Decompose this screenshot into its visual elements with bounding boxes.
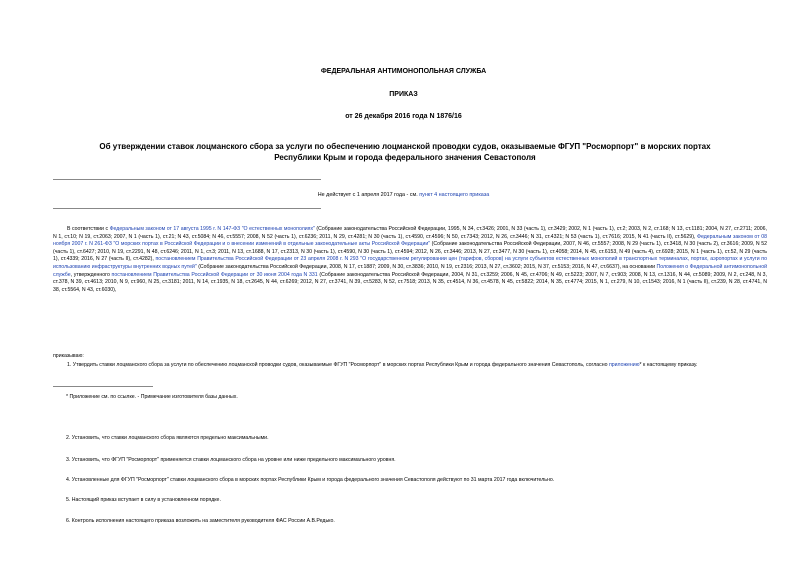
doc-type: ПРИКАЗ bbox=[389, 91, 418, 98]
law-147-link[interactable]: Федеральным законом от 17 августа 1995 г. N 147-ФЗ "О естественных монополиях" bbox=[109, 226, 315, 232]
appendix-link[interactable]: приложению bbox=[608, 362, 640, 368]
law-261-link[interactable]: Федеральным законом от 08 ноября 2007 г. N 261-ФЗ "О морских портах в Российской Федерации и о внесении изменений в отдельные законодательные акты Российской Федерации" bbox=[53, 233, 768, 248]
footnote-divider bbox=[53, 386, 153, 387]
title-line-1: Об утверждении ставок лоцманского сбора за услуги по обеспечению лоцманской проводки судов, оказываемые ФГУП "Росморпорт" в морских портах bbox=[99, 142, 711, 151]
preamble-text-1: В соответствии с bbox=[67, 226, 110, 232]
doc-date: от 26 декабря 2016 года N 1876/16 bbox=[345, 113, 462, 120]
order-item-4: 4. Установленные для ФГУП "Росморпорт" ставки лоцманского сбора в морских портах Республики Крым и города федерального значения Севастополя действуют по 31 марта 2017 года включительно. bbox=[66, 477, 555, 483]
order-item-3: 3. Установить, что ФГУП "Росморпорт" применяется ставки лоцманского сбора на уровне или ниже предельного максимального уровня. bbox=[66, 457, 396, 463]
divider-top bbox=[53, 179, 321, 180]
order-item-1 bbox=[53, 362, 767, 370]
item-1-tail: * к настоящему приказу. bbox=[639, 362, 698, 368]
preamble-text-2: (Собрание законодательства Российской Федерации, 1995, N 34, ст.3426; 2001, N 33 (часть 1), ст.3429; 2002, N 1 (часть 1), ст.2; 2003, N 2, ст.168; N 13, ст.1181; 2004, N 27, ст.2711; 2006, N 1, ст.10; N 19, ст.2063; 2007, N 1 (часть 1), ст.21; N 43, ст.5084; N 46, ст.5557; 2008, N 52 (часть 1), ст.6236; 2011, N 29, ст.4281; N 30 (часть 1), ст.4590, ст.4596; N 50, ст.7343; 2012, N 26, ст.3446; N 31, ст.4321; N 53 (часть 1), ст.7616; 2015, N 41 (часть II), ст.5629), bbox=[53, 226, 767, 240]
preamble-paragraph bbox=[53, 226, 767, 294]
status-note bbox=[0, 192, 807, 198]
status-link[interactable]: пункт 4 настоящего приказа bbox=[419, 192, 490, 198]
preamble-text-6: (Собрание законодательства Российской Федерации, 2004, N 31, ст.3259; 2006, N 45, ст.4706; N 49, ст.5223; 2007, N 7, ст.903; 2008, N 13, ст.1316, N 44, ст.5089; 2009, N 2, ст.248, N 3, ст.378, N 39, ст.4613; 2010, N 9, ст.960, N 25, ст.3181; 2011, N 14, ст.1935, N 18, ст.2645, N 44, ст.6269; 2012, N 27, ст.3741, N 39, ст.5283, N 52, ст.7518; 2013, N 35, ст.4514, N 36, ст.4578, N 45, ст.5822; 2014, N 35, ст.4774; 2015, N 1, ст.279, N 10, ст.1543; 2016, N 1 (часть II), ст.239, N 28, ст.4741, N 38, ст.5564, N 43, ст.6030), bbox=[53, 271, 767, 293]
decree-293-link[interactable]: постановлением Правительства Российской Федерации от 23 апреля 2008 г. N 293 "О государственном регулировании цен (тарифов, сборов) на услуги субъектов естественных монополий в транспортных терминалах, портах, аэропортах и услуги по использованию инфраструктуры внутренних водных путей" bbox=[53, 256, 767, 270]
order-item-2: 2. Установить, что ставки лоцманского сбора являются предельно максимальными. bbox=[66, 435, 269, 441]
orders-label: приказываю: bbox=[53, 353, 84, 359]
divider-bottom bbox=[53, 208, 321, 209]
order-item-5: 5. Настоящий приказ вступает в силу в установленном порядке. bbox=[66, 497, 221, 503]
fas-regulation-link[interactable]: Положения о Федеральной антимонопольной службе bbox=[53, 263, 767, 278]
decree-331-link[interactable]: постановлением Правительства Российской Федерации от 30 июня 2004 года N 331 bbox=[111, 271, 318, 278]
preamble-text-5: , утвержденного bbox=[70, 271, 112, 278]
order-item-6: 6. Контроль исполнения настоящего приказа возложить на заместителя руководителя ФАС России А.В.Редько. bbox=[66, 518, 335, 524]
footnote: * Приложение см. по ссылке. - Примечание изготовителя базы данных. bbox=[66, 394, 238, 400]
document-title bbox=[60, 141, 750, 163]
agency-name: ФЕДЕРАЛЬНАЯ АНТИМОНОПОЛЬНАЯ СЛУЖБА bbox=[320, 68, 487, 75]
status-text: Не действует с 1 апреля 2017 года - см. bbox=[317, 192, 418, 198]
item-1-text: 1. Утвердить ставки лоцманского сбора за услуги по обеспечению лоцманской проводки судов, оказываемые ФГУП "Росморпорт" в морских портах Республики Крым и города федерального значения Севастополь, согласно bbox=[67, 362, 609, 368]
title-line-2: Республики Крым и города федерального значения Севастополя bbox=[274, 153, 536, 162]
preamble-text-3: (Собрание законодательства Российской Федерации, 2007, N 46, ст.5557; 2008, N 29 (часть 1), ст.3418, N 30 (часть 2), ст.3616; 2009, N 52 (часть 1), ст.6427; 2010, N 19, ст.2291, N 48, ст.6246; 2011, N 1, ст.3; 2011, N 13, ст.1688, N 17, ст.2313, N 30 (часть 1), ст.4590, N 30 (часть 1), ст.4594; 2012, N 26, ст.3446; 2013, N 27, ст.3477, N 30 (часть 1), ст.4058; 2014, N 45, ст.6153, N 49 (часть 4), ст.6928; 2015, N 1 (часть 1), ст.52, N 29 (часть 1), ст.4339; 2016, N 27 (часть II), ст.4282), bbox=[53, 241, 767, 263]
preamble-text-4: (Собрание законодательства Российской Федерации, 2008, N 17, ст.1887; 2009, N 30, ст.3836; 2010, N 19, ст.2316; 2013, N 27, ст.3602; 2015, N 37, ст.5153; 2016, N 47, ст.6637), на основании bbox=[196, 263, 657, 270]
